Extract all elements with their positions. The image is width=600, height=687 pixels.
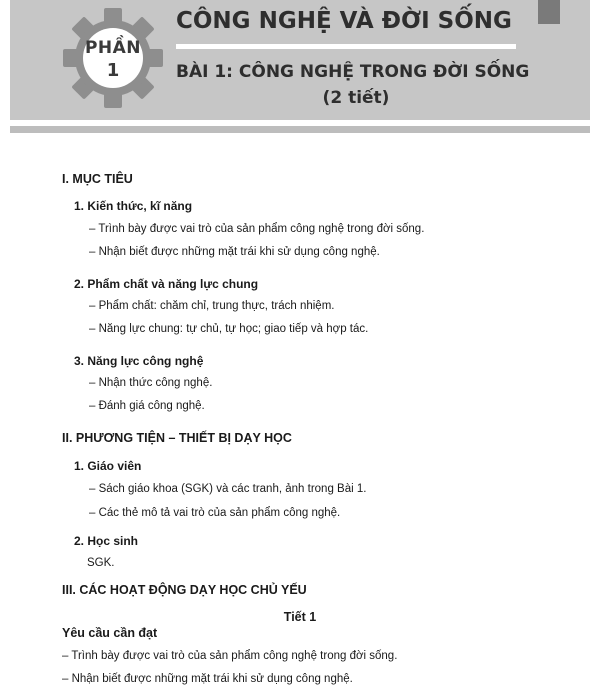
header-rule — [10, 126, 590, 133]
lesson-duration: (2 tiết) — [322, 88, 390, 108]
section-objectives-heading: I. MỤC TIÊU — [62, 172, 133, 186]
part-title: CÔNG NGHỆ VÀ ĐỜI SỐNG — [176, 8, 512, 34]
list-item: – Đánh giá công nghệ. — [89, 400, 205, 412]
list-item: – Nhận thức công nghệ. — [89, 377, 213, 389]
part-label: PHẦN — [84, 38, 142, 58]
section-equipment-heading: II. PHƯƠNG TIỆN – THIẾT BỊ DẠY HỌC — [62, 431, 292, 445]
requirement-heading: Yêu cầu cần đạt — [62, 626, 158, 640]
list-item: – Nhận biết được những mặt trái khi sử dụng công nghệ. — [62, 673, 353, 685]
student-materials-text: SGK. — [87, 557, 115, 569]
part-number: 1 — [106, 60, 120, 81]
list-item: – Nhận biết được những mặt trái khi sử dụng công nghệ. — [89, 246, 380, 258]
gear-icon — [63, 8, 163, 108]
list-item: – Trình bày được vai trò của sản phẩm công nghệ trong đời sống. — [62, 650, 398, 662]
subsection-teacher-heading: 1. Giáo viên — [74, 459, 142, 473]
subsection-knowledge-heading: 1. Kiến thức, kĩ năng — [74, 199, 193, 213]
list-item: – Sách giáo khoa (SGK) và các tranh, ảnh trong Bài 1. — [89, 483, 367, 495]
corner-tab — [538, 0, 560, 24]
subsection-tech-competence-heading: 3. Năng lực công nghệ — [74, 354, 204, 368]
list-item: – Năng lực chung: tự chủ, tự học; giao tiếp và hợp tác. — [89, 323, 369, 335]
subsection-qualities-heading: 2. Phẩm chất và năng lực chung — [74, 277, 259, 291]
period-heading: Tiết 1 — [283, 610, 317, 624]
list-item: – Trình bày được vai trò của sản phẩm công nghệ trong đời sống. — [89, 223, 425, 235]
subsection-student-heading: 2. Học sinh — [74, 534, 139, 548]
title-divider — [176, 44, 516, 49]
lesson-title: BÀI 1: CÔNG NGHỆ TRONG ĐỜI SỐNG — [176, 62, 530, 82]
section-activities-heading: III. CÁC HOẠT ĐỘNG DẠY HỌC CHỦ YẾU — [62, 583, 307, 597]
list-item: – Các thẻ mô tả vai trò của sản phẩm công nghệ. — [89, 507, 341, 519]
list-item: – Phẩm chất: chăm chỉ, trung thực, trách nhiệm. — [89, 300, 335, 312]
